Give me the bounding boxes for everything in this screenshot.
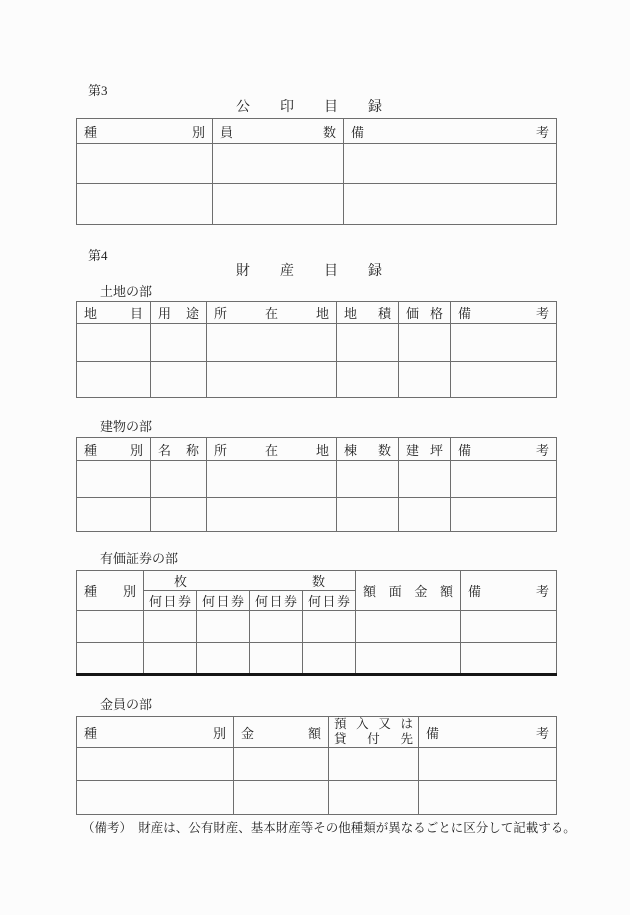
securities-header-row-1 <box>77 571 557 591</box>
seal-header-row <box>77 119 557 144</box>
empty-cell <box>329 748 419 781</box>
land-col-category: 地 目 <box>77 302 151 324</box>
building-col-count: 棟 数 <box>337 438 399 461</box>
seal-col-remarks: 備 考 <box>344 119 557 144</box>
seal-inventory-title <box>236 100 382 116</box>
land-header-row <box>77 302 557 324</box>
empty-cell <box>77 362 151 398</box>
empty-cell <box>250 611 303 643</box>
empty-cell <box>399 362 451 398</box>
empty-cell <box>77 748 234 781</box>
empty-cell <box>419 781 557 815</box>
land-section-label: 土地の部 <box>100 284 153 299</box>
empty-cell <box>207 362 337 398</box>
empty-cell <box>151 461 207 498</box>
property-inventory-title-text: 財 産 目 録 <box>236 264 382 279</box>
empty-cell <box>399 324 451 362</box>
securities-col-ticket-4: 何 日 券 <box>303 591 356 611</box>
securities-col-ticket-2: 何 日 券 <box>197 591 250 611</box>
money-section-label: 金員の部 <box>100 697 153 712</box>
empty-cell <box>337 324 399 362</box>
empty-cell <box>303 611 356 643</box>
empty-cell <box>77 461 151 498</box>
empty-cell <box>77 643 144 675</box>
section3-label: 第3 <box>88 83 108 98</box>
securities-table <box>76 570 557 676</box>
money-empty-row <box>77 748 557 781</box>
empty-cell <box>451 498 557 532</box>
seal-col-type: 種 別 <box>77 119 213 144</box>
empty-cell <box>213 144 344 184</box>
empty-cell <box>344 144 557 184</box>
empty-cell <box>337 498 399 532</box>
seal-col-quantity: 員 数 <box>213 119 344 144</box>
empty-cell <box>303 643 356 675</box>
empty-cell <box>451 461 557 498</box>
building-col-type: 種 別 <box>77 438 151 461</box>
empty-cell <box>144 611 197 643</box>
building-col-remarks: 備 考 <box>451 438 557 461</box>
empty-cell <box>144 643 197 675</box>
empty-cell <box>419 748 557 781</box>
money-col-deposit <box>329 717 419 748</box>
land-empty-row <box>77 362 557 398</box>
empty-cell <box>344 184 557 225</box>
empty-cell <box>451 324 557 362</box>
seal-empty-row <box>77 144 557 184</box>
money-col-type: 種 別 <box>77 717 234 748</box>
money-table <box>76 716 557 815</box>
empty-cell <box>461 611 557 643</box>
empty-cell <box>399 461 451 498</box>
property-inventory-title <box>236 264 382 280</box>
securities-col-ticket-3: 何 日 券 <box>250 591 303 611</box>
empty-cell <box>213 184 344 225</box>
securities-col-remarks: 備 考 <box>461 571 557 611</box>
securities-col-type: 種 別 <box>77 571 144 611</box>
money-col-deposit-line1: 預 入 又 は <box>334 717 413 731</box>
land-empty-row <box>77 324 557 362</box>
empty-cell <box>337 461 399 498</box>
empty-cell <box>356 611 461 643</box>
securities-section-label: 有価証券の部 <box>100 551 179 566</box>
land-col-use: 用 途 <box>151 302 207 324</box>
securities-col-ticket-1: 何 日 券 <box>144 591 197 611</box>
building-empty-row <box>77 461 557 498</box>
land-col-price: 価 格 <box>399 302 451 324</box>
empty-cell <box>399 498 451 532</box>
empty-cell <box>234 781 329 815</box>
empty-cell <box>77 184 213 225</box>
money-col-amount: 金 額 <box>234 717 329 748</box>
empty-cell <box>337 362 399 398</box>
empty-cell <box>234 748 329 781</box>
empty-cell <box>461 643 557 675</box>
empty-cell <box>77 144 213 184</box>
land-table <box>76 301 557 398</box>
securities-empty-row <box>77 611 557 643</box>
money-col-deposit-line2: 貸 付 先 <box>334 732 413 746</box>
empty-cell <box>329 781 419 815</box>
empty-cell <box>77 324 151 362</box>
empty-cell <box>77 611 144 643</box>
money-empty-row <box>77 781 557 815</box>
seal-inventory-title-text: 公 印 目 録 <box>236 100 382 115</box>
empty-cell <box>151 498 207 532</box>
building-col-floor-area: 建 坪 <box>399 438 451 461</box>
empty-cell <box>197 611 250 643</box>
money-col-remarks: 備 考 <box>419 717 557 748</box>
empty-cell <box>451 362 557 398</box>
building-col-location: 所 在 地 <box>207 438 337 461</box>
empty-cell <box>151 362 207 398</box>
empty-cell <box>77 498 151 532</box>
empty-cell <box>207 498 337 532</box>
building-section-label: 建物の部 <box>100 419 153 434</box>
building-empty-row <box>77 498 557 532</box>
empty-cell <box>197 643 250 675</box>
seal-empty-row <box>77 184 557 225</box>
land-col-remarks: 備 考 <box>451 302 557 324</box>
empty-cell <box>151 324 207 362</box>
section4-label: 第4 <box>88 248 108 263</box>
building-table <box>76 437 557 532</box>
money-header-row <box>77 717 557 748</box>
land-col-area: 地 積 <box>337 302 399 324</box>
footer-note: （備考） 財産は、公有財産、基本財産等その他種類が異なるごとに区分して記載する。 <box>82 821 576 835</box>
securities-col-sheets-group: 枚 数 <box>144 571 356 591</box>
seal-inventory-table <box>76 118 557 225</box>
empty-cell <box>77 781 234 815</box>
empty-cell <box>207 324 337 362</box>
securities-col-face-value: 額 面 金 額 <box>356 571 461 611</box>
land-col-location: 所 在 地 <box>207 302 337 324</box>
empty-cell <box>356 643 461 675</box>
empty-cell <box>207 461 337 498</box>
securities-empty-row <box>77 643 557 675</box>
empty-cell <box>250 643 303 675</box>
building-col-name: 名 称 <box>151 438 207 461</box>
building-header-row <box>77 438 557 461</box>
